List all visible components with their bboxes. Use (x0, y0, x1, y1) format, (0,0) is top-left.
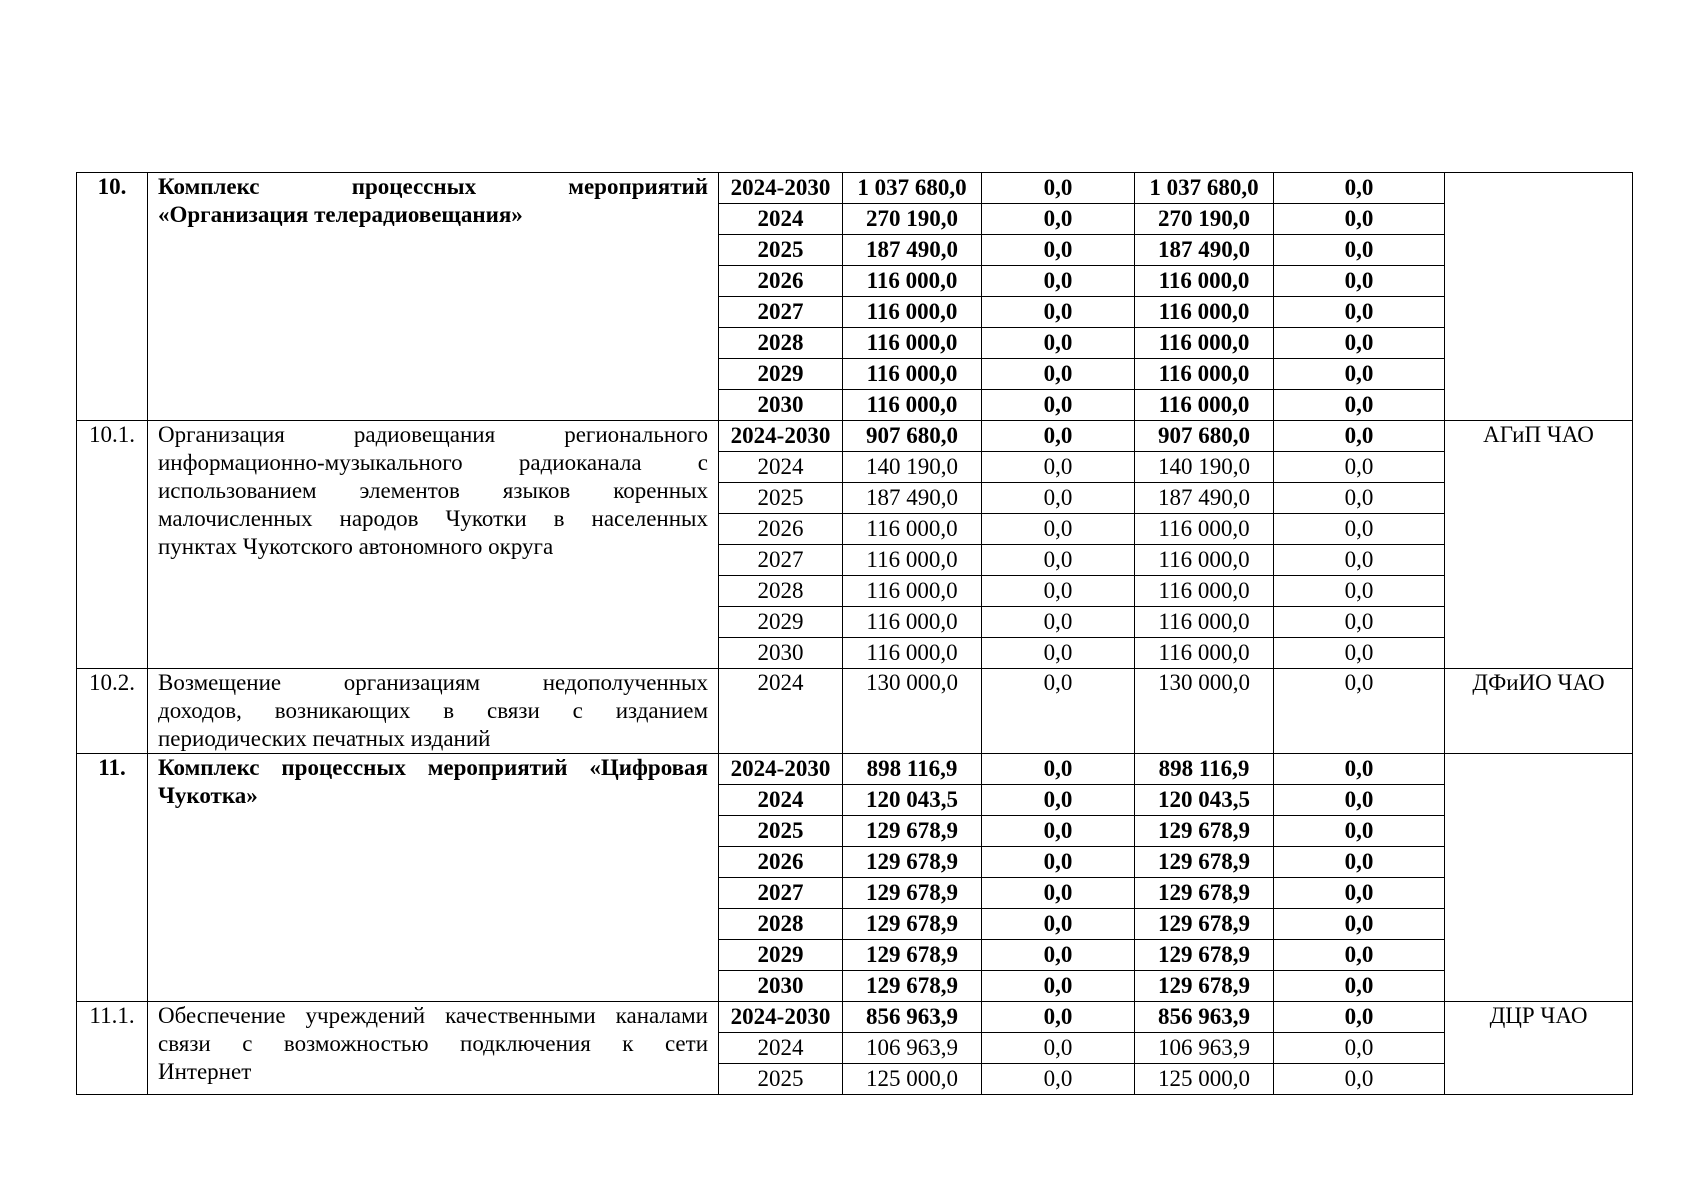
other-cell: 0,0 (1274, 638, 1445, 669)
other-cell: 0,0 (1274, 514, 1445, 545)
other-cell: 0,0 (1274, 297, 1445, 328)
executor-cell: ДФиИО ЧАО (1445, 669, 1633, 754)
federal-cell: 0,0 (982, 669, 1135, 754)
regional-cell: 140 190,0 (1135, 452, 1274, 483)
other-cell: 0,0 (1274, 940, 1445, 971)
total-cell: 106 963,9 (843, 1033, 982, 1064)
table-row (77, 1002, 1633, 1033)
other-cell: 0,0 (1274, 754, 1445, 785)
other-cell: 0,0 (1274, 1033, 1445, 1064)
title-line: Возмещение организациям недополученных (158, 670, 708, 695)
period-cell: 2024-2030 (719, 173, 843, 204)
period-cell: 2025 (719, 483, 843, 514)
federal-cell: 0,0 (982, 847, 1135, 878)
total-cell: 116 000,0 (843, 576, 982, 607)
regional-cell: 129 678,9 (1135, 816, 1274, 847)
total-cell: 116 000,0 (843, 297, 982, 328)
title-line: Комплекс процессных мероприятий (158, 174, 708, 199)
other-cell: 0,0 (1274, 607, 1445, 638)
period-cell: 2024 (719, 785, 843, 816)
other-cell: 0,0 (1274, 359, 1445, 390)
total-cell: 116 000,0 (843, 359, 982, 390)
period-cell: 2028 (719, 576, 843, 607)
period-cell: 2027 (719, 545, 843, 576)
period-cell: 2029 (719, 607, 843, 638)
regional-cell: 116 000,0 (1135, 607, 1274, 638)
other-cell: 0,0 (1274, 328, 1445, 359)
total-cell: 129 678,9 (843, 971, 982, 1002)
federal-cell: 0,0 (982, 940, 1135, 971)
other-cell: 0,0 (1274, 971, 1445, 1002)
total-cell: 116 000,0 (843, 390, 982, 421)
regional-cell: 187 490,0 (1135, 235, 1274, 266)
other-cell: 0,0 (1274, 173, 1445, 204)
total-cell: 116 000,0 (843, 545, 982, 576)
period-cell: 2025 (719, 235, 843, 266)
total-cell: 120 043,5 (843, 785, 982, 816)
item-title (148, 669, 719, 754)
federal-cell: 0,0 (982, 576, 1135, 607)
total-cell: 856 963,9 (843, 1002, 982, 1033)
item-number: 10.1. (77, 421, 148, 669)
other-cell: 0,0 (1274, 545, 1445, 576)
federal-cell: 0,0 (982, 204, 1135, 235)
other-cell: 0,0 (1274, 909, 1445, 940)
federal-cell: 0,0 (982, 754, 1135, 785)
period-cell: 2027 (719, 878, 843, 909)
period-cell: 2028 (719, 909, 843, 940)
item-title (148, 1002, 719, 1095)
federal-cell: 0,0 (982, 328, 1135, 359)
total-cell: 129 678,9 (843, 847, 982, 878)
other-cell: 0,0 (1274, 669, 1445, 754)
total-cell: 116 000,0 (843, 328, 982, 359)
regional-cell: 129 678,9 (1135, 909, 1274, 940)
period-cell: 2028 (719, 328, 843, 359)
total-cell: 187 490,0 (843, 235, 982, 266)
regional-cell: 116 000,0 (1135, 638, 1274, 669)
title-line: периодических печатных изданий (158, 726, 491, 751)
period-cell: 2024 (719, 1033, 843, 1064)
period-cell: 2025 (719, 816, 843, 847)
federal-cell: 0,0 (982, 483, 1135, 514)
period-cell: 2024 (719, 204, 843, 235)
other-cell: 0,0 (1274, 235, 1445, 266)
regional-cell: 106 963,9 (1135, 1033, 1274, 1064)
regional-cell: 116 000,0 (1135, 545, 1274, 576)
regional-cell: 116 000,0 (1135, 390, 1274, 421)
period-cell: 2026 (719, 514, 843, 545)
funding-table (76, 172, 1633, 1095)
other-cell: 0,0 (1274, 452, 1445, 483)
regional-cell: 856 963,9 (1135, 1002, 1274, 1033)
federal-cell: 0,0 (982, 1002, 1135, 1033)
regional-cell: 125 000,0 (1135, 1064, 1274, 1095)
period-cell: 2024-2030 (719, 421, 843, 452)
federal-cell: 0,0 (982, 421, 1135, 452)
executor-cell (1445, 173, 1633, 421)
period-cell: 2026 (719, 266, 843, 297)
regional-cell: 120 043,5 (1135, 785, 1274, 816)
table-row (77, 754, 1633, 785)
regional-cell: 116 000,0 (1135, 297, 1274, 328)
title-line: Чукотка» (158, 783, 258, 808)
federal-cell: 0,0 (982, 235, 1135, 266)
period-cell: 2029 (719, 940, 843, 971)
regional-cell: 129 678,9 (1135, 847, 1274, 878)
total-cell: 129 678,9 (843, 878, 982, 909)
federal-cell: 0,0 (982, 173, 1135, 204)
other-cell: 0,0 (1274, 816, 1445, 847)
regional-cell: 116 000,0 (1135, 576, 1274, 607)
total-cell: 1 037 680,0 (843, 173, 982, 204)
period-cell: 2029 (719, 359, 843, 390)
title-line: «Организация телерадиовещания» (158, 202, 523, 227)
other-cell: 0,0 (1274, 483, 1445, 514)
federal-cell: 0,0 (982, 359, 1135, 390)
regional-cell: 116 000,0 (1135, 328, 1274, 359)
total-cell: 116 000,0 (843, 607, 982, 638)
total-cell: 187 490,0 (843, 483, 982, 514)
other-cell: 0,0 (1274, 576, 1445, 607)
total-cell: 907 680,0 (843, 421, 982, 452)
other-cell: 0,0 (1274, 421, 1445, 452)
table-row (77, 421, 1633, 452)
total-cell: 130 000,0 (843, 669, 982, 754)
executor-cell: АГиП ЧАО (1445, 421, 1633, 669)
other-cell: 0,0 (1274, 1064, 1445, 1095)
regional-cell: 187 490,0 (1135, 483, 1274, 514)
table-row (77, 669, 1633, 754)
period-cell: 2027 (719, 297, 843, 328)
federal-cell: 0,0 (982, 971, 1135, 1002)
total-cell: 898 116,9 (843, 754, 982, 785)
other-cell: 0,0 (1274, 1002, 1445, 1033)
federal-cell: 0,0 (982, 514, 1135, 545)
regional-cell: 116 000,0 (1135, 359, 1274, 390)
federal-cell: 0,0 (982, 297, 1135, 328)
total-cell: 129 678,9 (843, 816, 982, 847)
item-title (148, 421, 719, 669)
item-title (148, 173, 719, 421)
period-cell: 2030 (719, 638, 843, 669)
regional-cell: 1 037 680,0 (1135, 173, 1274, 204)
title-line: связи с возможностью подключения к сети (158, 1031, 708, 1056)
title-line: использованием элементов языков коренных (158, 478, 708, 503)
period-cell: 2025 (719, 1064, 843, 1095)
period-cell: 2024-2030 (719, 1002, 843, 1033)
title-line: Комплекс процессных мероприятий «Цифровая (158, 755, 708, 780)
executor-cell (1445, 754, 1633, 1002)
item-title (148, 754, 719, 1002)
period-cell: 2030 (719, 390, 843, 421)
regional-cell: 116 000,0 (1135, 266, 1274, 297)
regional-cell: 898 116,9 (1135, 754, 1274, 785)
regional-cell: 270 190,0 (1135, 204, 1274, 235)
period-cell: 2024-2030 (719, 754, 843, 785)
federal-cell: 0,0 (982, 1033, 1135, 1064)
regional-cell: 907 680,0 (1135, 421, 1274, 452)
total-cell: 129 678,9 (843, 909, 982, 940)
title-line: информационно-музыкального радиоканала с (158, 450, 708, 475)
other-cell: 0,0 (1274, 847, 1445, 878)
federal-cell: 0,0 (982, 638, 1135, 669)
title-line: Интернет (158, 1059, 252, 1084)
title-line: доходов, возникающих в связи с изданием (158, 698, 708, 723)
federal-cell: 0,0 (982, 878, 1135, 909)
title-line: Обеспечение учреждений качественными каналами (158, 1003, 708, 1028)
federal-cell: 0,0 (982, 266, 1135, 297)
federal-cell: 0,0 (982, 816, 1135, 847)
executor-cell: ДЦР ЧАО (1445, 1002, 1633, 1095)
total-cell: 116 000,0 (843, 638, 982, 669)
other-cell: 0,0 (1274, 204, 1445, 235)
regional-cell: 129 678,9 (1135, 971, 1274, 1002)
title-line: пунктах Чукотского автономного округа (158, 534, 554, 559)
federal-cell: 0,0 (982, 390, 1135, 421)
item-number: 11.1. (77, 1002, 148, 1095)
title-line: Организация радиовещания регионального (158, 422, 708, 447)
total-cell: 125 000,0 (843, 1064, 982, 1095)
federal-cell: 0,0 (982, 785, 1135, 816)
total-cell: 116 000,0 (843, 514, 982, 545)
other-cell: 0,0 (1274, 785, 1445, 816)
other-cell: 0,0 (1274, 390, 1445, 421)
regional-cell: 116 000,0 (1135, 514, 1274, 545)
period-cell: 2026 (719, 847, 843, 878)
period-cell: 2030 (719, 971, 843, 1002)
period-cell: 2024 (719, 669, 843, 754)
regional-cell: 129 678,9 (1135, 940, 1274, 971)
table-row (77, 173, 1633, 204)
item-number: 10.2. (77, 669, 148, 754)
total-cell: 270 190,0 (843, 204, 982, 235)
total-cell: 116 000,0 (843, 266, 982, 297)
total-cell: 129 678,9 (843, 940, 982, 971)
federal-cell: 0,0 (982, 909, 1135, 940)
federal-cell: 0,0 (982, 607, 1135, 638)
other-cell: 0,0 (1274, 266, 1445, 297)
title-line: малочисленных народов Чукотки в населенных (158, 506, 708, 531)
regional-cell: 130 000,0 (1135, 669, 1274, 754)
regional-cell: 129 678,9 (1135, 878, 1274, 909)
federal-cell: 0,0 (982, 452, 1135, 483)
federal-cell: 0,0 (982, 545, 1135, 576)
total-cell: 140 190,0 (843, 452, 982, 483)
item-number: 11. (77, 754, 148, 1002)
federal-cell: 0,0 (982, 1064, 1135, 1095)
other-cell: 0,0 (1274, 878, 1445, 909)
item-number: 10. (77, 173, 148, 421)
period-cell: 2024 (719, 452, 843, 483)
